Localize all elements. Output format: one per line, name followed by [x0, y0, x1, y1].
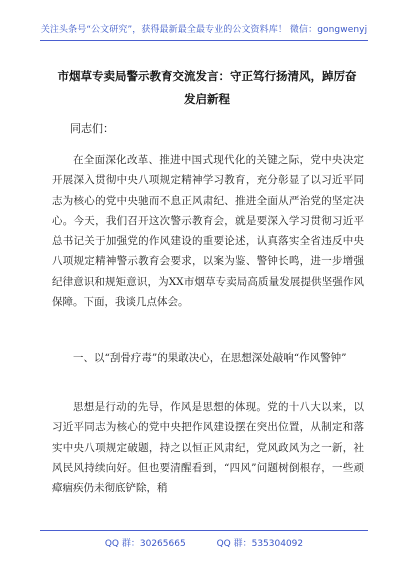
body-paragraph: 思想是行动的先导，作风是思想的体现。党的十八大以来，以习近平同志为核心的党中央把作风建设摆在突出位置，从制定和落实中央八项规定破题，持之以恒正风肃纪，党风政风为之一新，社风民风持续向好。但也要清醒看到，“四风”问题树倒根存，一些顽瘴痼疾仍未彻底铲除，稍: [52, 401, 364, 495]
page-footer: [0, 536, 408, 549]
footer-qq-group-1: QQ 群：30265665: [104, 539, 186, 549]
section-heading: 一、以“刮骨疗毒”的果敢决心，在思想深处敲响“作风警钟”: [73, 352, 347, 364]
body-paragraph: 在全面深化改革、推进中国式现代化的关键之际，党中央决定开展深入贯彻中央八项规定精神学习教育，充分彰显了以习近平同志为核心的党中央驰而不息正风肃纪、推进全面从严治党的坚定决心。今天，我们召开这次警示教育会，就是要深入学习贯彻习近平总书记关于加强党的作风建设的重要论述，认真落实全省违反中央八项规定精神警示教育会要求，以案为鉴、警钟长鸣，进一步增强纪律意识和规矩意识，为XX市烟草专卖局高质量发展提供坚强作风保障。下面，我谈几点体会。: [52, 154, 364, 309]
document-title: 市烟草专卖局警示教育交流发言：守正笃行扬清风，踔厉奋发启新程: [57, 69, 357, 106]
greeting: 同志们：: [70, 122, 114, 135]
page-header: 关注头条号“公文研究”，获得最新最全最专业的公文资料库！ 微信：gongwenyj: [40, 25, 368, 35]
footer-qq-group-2: QQ 群：535304092: [216, 539, 304, 549]
header-divider: [40, 40, 368, 41]
footer-divider: [40, 530, 368, 531]
